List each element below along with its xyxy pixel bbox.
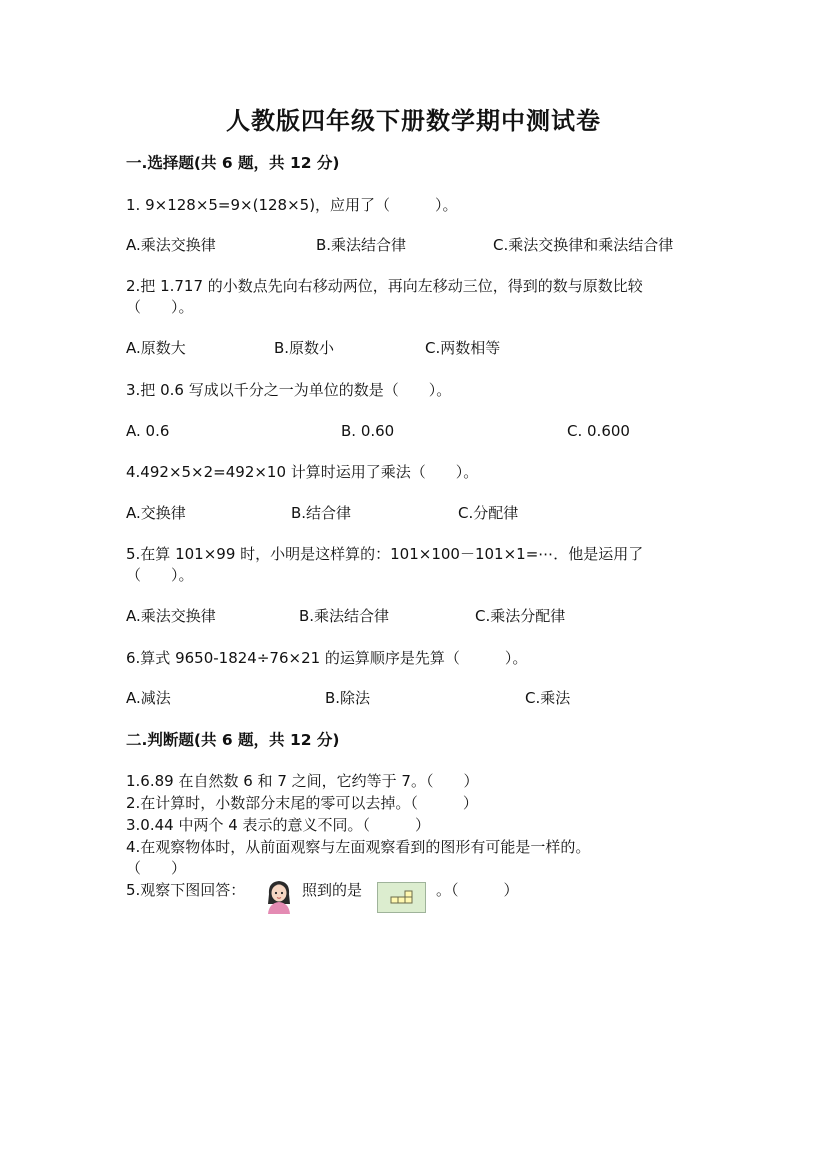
question-5-option-b: B.乘法结合律 (299, 607, 390, 625)
question-6-option-c: C.乘法 (525, 689, 571, 707)
judgement-item-5-middle: 照到的是 (302, 881, 363, 899)
question-2-stem: 2.把 1.717 的小数点先向右移动两位，再向左移动三位，得到的数与原数比较 (126, 277, 643, 295)
question-3-option-a: A. 0.6 (126, 422, 170, 440)
girl-figure-image (264, 878, 294, 914)
question-1-option-a: A.乘法交换律 (126, 236, 216, 254)
block-shape-image (377, 882, 426, 913)
judgement-item-2: 2.在计算时，小数部分末尾的零可以去掉。（ ） (126, 794, 478, 812)
question-2-option-b: B.原数小 (274, 339, 335, 357)
question-1-option-b: B.乘法结合律 (316, 236, 407, 254)
cube-blocks-icon (378, 883, 425, 912)
judgement-item-4-cont: （ ） (126, 859, 187, 877)
question-4-option-b: B.结合律 (291, 504, 352, 522)
question-5-stem: 5.在算 101×99 时，小明是这样算的：101×100－101×1=⋯．他是运用了 (126, 545, 644, 563)
page-title: 人教版四年级下册数学期中测试卷 (226, 106, 601, 135)
judgement-item-5-prefix: 5.观察下图回答： (126, 881, 246, 899)
question-4-option-a: A.交换律 (126, 504, 186, 522)
question-4-stem: 4.492×5×2=492×10 计算时运用了乘法（ ）。 (126, 463, 479, 481)
question-2-option-a: A.原数大 (126, 339, 186, 357)
question-3-option-c: C. 0.600 (567, 422, 630, 440)
question-6-option-b: B.除法 (325, 689, 371, 707)
question-1-option-c: C.乘法交换律和乘法结合律 (493, 236, 674, 254)
question-5-stem-cont: （ ）。 (126, 566, 194, 584)
question-5-option-a: A.乘法交换律 (126, 607, 216, 625)
judgement-item-4: 4.在观察物体时，从前面观察与左面观察看到的图形有可能是一样的。 (126, 838, 591, 856)
section-header-judgement: 二.判断题(共 6 题，共 12 分) (126, 731, 340, 749)
section-header-choice: 一.选择题(共 6 题，共 12 分) (126, 154, 340, 172)
question-2-stem-cont: （ ）。 (126, 298, 194, 316)
question-4-option-c: C.分配律 (458, 504, 519, 522)
judgement-item-5-suffix: 。（ ） (436, 881, 519, 899)
question-6-stem: 6.算式 9650-1824÷76×21 的运算顺序是先算（ ）。 (126, 649, 528, 667)
question-6-option-a: A.减法 (126, 689, 171, 707)
question-3-stem: 3.把 0.6 写成以千分之一为单位的数是（ ）。 (126, 381, 452, 399)
judgement-item-1: 1.6.89 在自然数 6 和 7 之间，它约等于 7。（ ） (126, 772, 479, 790)
question-1-stem: 1. 9×128×5=9×(128×5)，应用了（ ）。 (126, 196, 458, 214)
question-5-option-c: C.乘法分配律 (475, 607, 566, 625)
question-2-option-c: C.两数相等 (425, 339, 501, 357)
judgement-item-3: 3.0.44 中两个 4 表示的意义不同。（ ） (126, 816, 431, 834)
question-3-option-b: B. 0.60 (341, 422, 395, 440)
